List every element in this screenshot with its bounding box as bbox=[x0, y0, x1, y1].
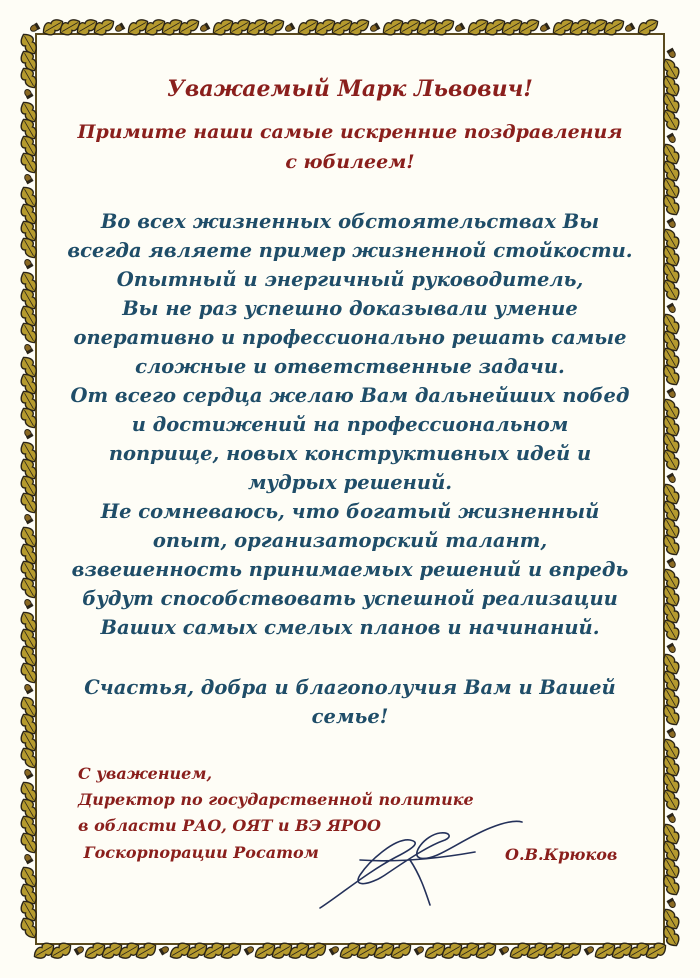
body-line-6: сложные и ответственные задачи. bbox=[135, 355, 565, 378]
body-line-13: взвешенность принимаемых решений и впредь bbox=[71, 558, 629, 581]
greeting-line-1: Примите наши самые искренние поздравления bbox=[77, 121, 623, 143]
acorn-icon bbox=[499, 945, 510, 956]
acorn-icon bbox=[29, 22, 40, 33]
wishes-line-1: Счастья, добра и благополучия Вам и Вашей bbox=[84, 676, 616, 699]
wishes-line-2: семье! bbox=[311, 705, 389, 728]
signature-position-line-2: в области РАО, ОЯТ и ВЭ ЯРОО bbox=[78, 816, 381, 835]
acorn-icon bbox=[666, 48, 677, 59]
acorn-icon bbox=[23, 768, 34, 779]
acorn-icon bbox=[244, 945, 255, 956]
handwritten-signature-icon bbox=[300, 800, 530, 920]
acorn-icon bbox=[284, 22, 295, 33]
acorn-icon bbox=[369, 22, 380, 33]
acorn-icon bbox=[159, 945, 170, 956]
acorn-icon bbox=[414, 945, 425, 956]
body-line-1: Во всех жизненных обстоятельствах Вы bbox=[100, 210, 600, 233]
body-line-15: Ваших самых смелых планов и начинаний. bbox=[100, 616, 600, 639]
signature-organization: Госкорпорации Росатом bbox=[78, 843, 319, 862]
body-line-12: опыт, организаторский талант, bbox=[152, 529, 548, 552]
body-line-11: Не сомневаюсь, что богатый жизненный bbox=[100, 500, 600, 523]
body-line-7: От всего сердца желаю Вам дальнейших побед bbox=[70, 384, 630, 407]
acorn-icon bbox=[454, 22, 465, 33]
body-line-10: мудрых решений. bbox=[247, 471, 453, 494]
body-line-9: поприще, новых конструктивных идей и bbox=[108, 442, 592, 465]
acorn-icon bbox=[666, 728, 677, 739]
acorn-icon bbox=[114, 22, 125, 33]
acorn-icon bbox=[666, 643, 677, 654]
acorn-icon bbox=[23, 173, 34, 184]
acorn-icon bbox=[74, 945, 85, 956]
body-line-5: оперативно и профессионально решать самые bbox=[73, 326, 627, 349]
signer-name: О.В.Крюков bbox=[505, 845, 618, 864]
acorn-icon bbox=[329, 945, 340, 956]
signature-closing: С уважением, bbox=[78, 764, 213, 783]
acorn-icon bbox=[23, 853, 34, 864]
acorn-icon bbox=[666, 813, 677, 824]
acorn-icon bbox=[666, 898, 677, 909]
signature-position-line-1: Директор по государственной политике bbox=[78, 790, 474, 809]
acorn-icon bbox=[199, 22, 210, 33]
acorn-icon bbox=[584, 945, 595, 956]
body-line-3: Опытный и энергичный руководитель, bbox=[116, 268, 584, 291]
acorn-icon bbox=[539, 22, 550, 33]
body-line-4: Вы не раз успешно доказывали умение bbox=[122, 297, 578, 320]
acorn-icon bbox=[624, 22, 635, 33]
greeting-line-2: с юбилеем! bbox=[285, 151, 415, 173]
body-line-8: и достижений на профессиональном bbox=[131, 413, 569, 436]
body-line-14: будут способствовать успешной реализации bbox=[82, 587, 618, 610]
body-line-2: всегда являете пример жизненной стойкости. bbox=[67, 239, 633, 262]
letter-title: Уважаемый Марк Львович! bbox=[167, 76, 533, 102]
